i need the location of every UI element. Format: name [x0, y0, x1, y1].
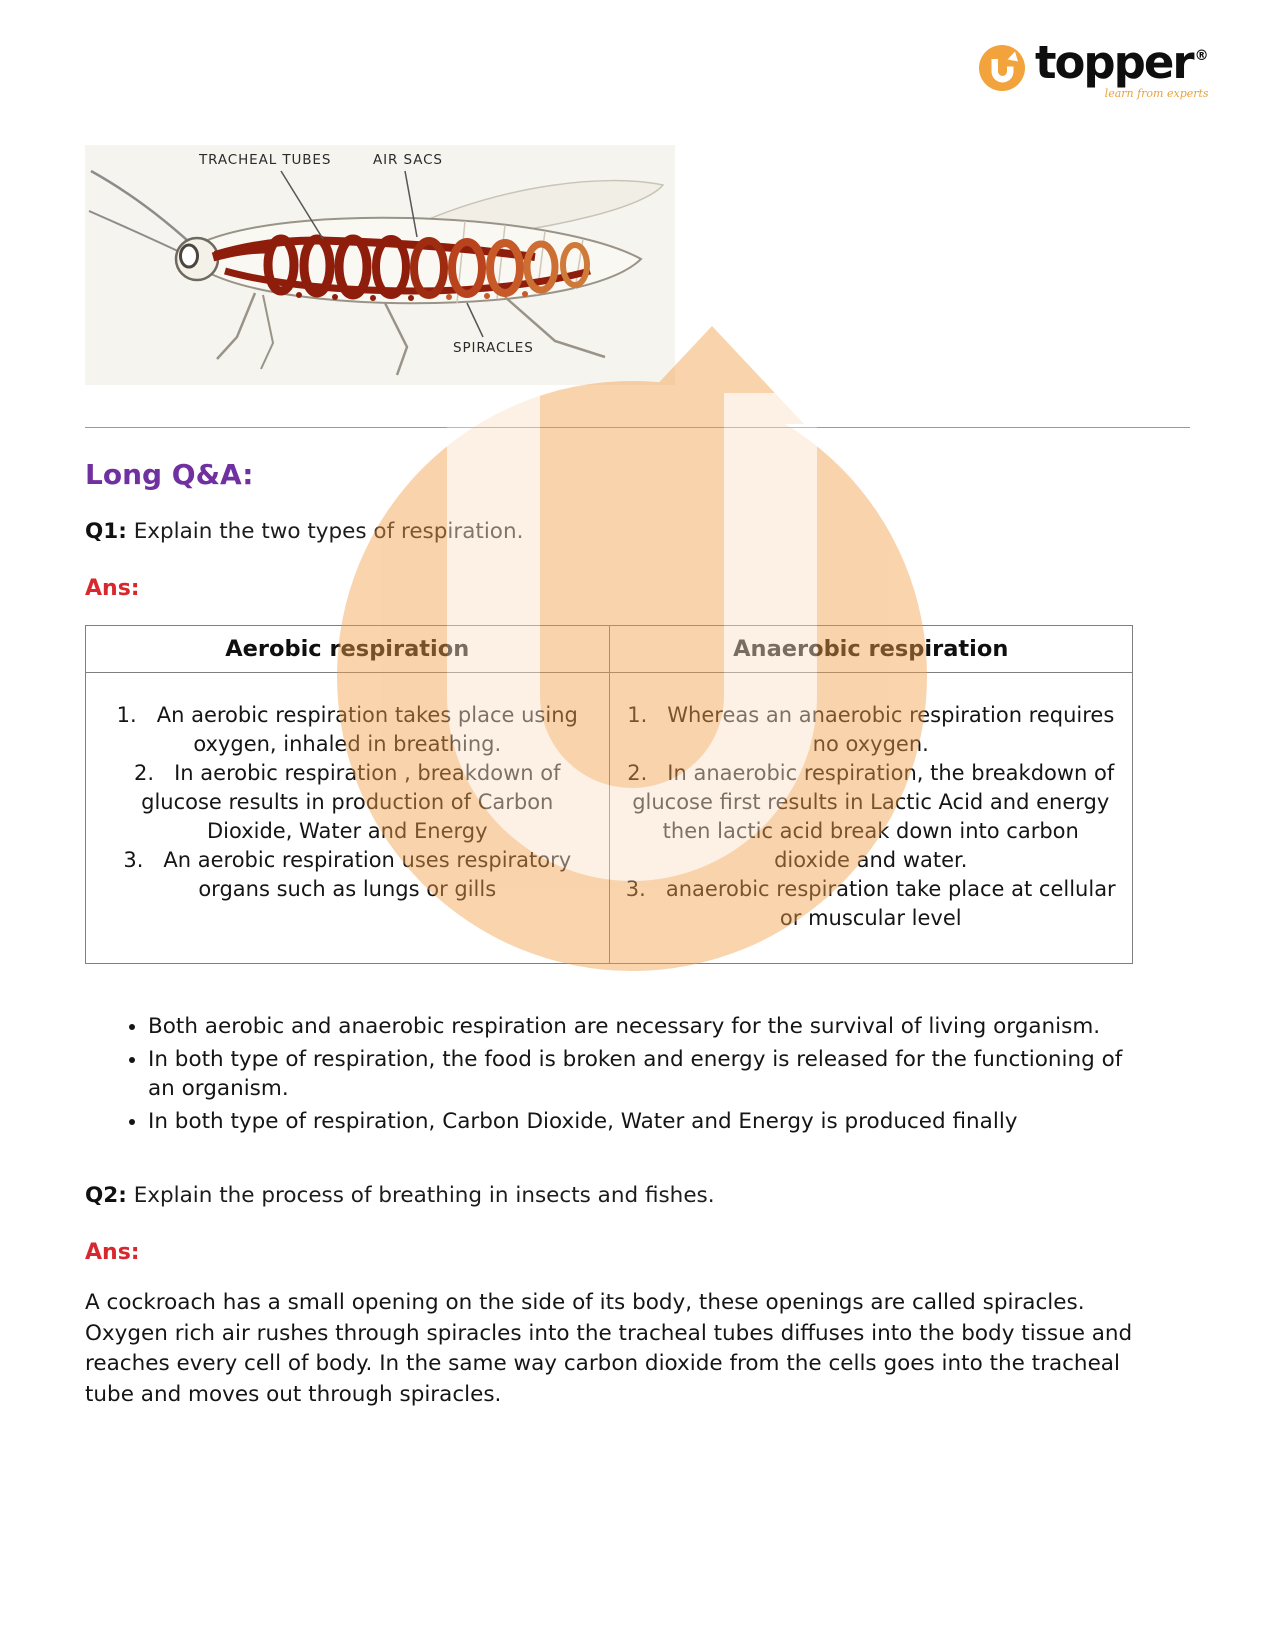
registered-mark: ®: [1194, 48, 1209, 64]
anaerobic-point: 3. anaerobic respiration take place at cellular or muscular level: [624, 875, 1119, 933]
answer-2-label: Ans:: [85, 1240, 140, 1265]
logo-wordmark: [1035, 36, 1209, 100]
anaerobic-point: 1. Whereas an anaerobic respiration requires no oxygen.: [624, 701, 1119, 759]
summary-bullet: • In both type of respiration, the food is broken and energy is released for the functioning of an organism.: [148, 1045, 1134, 1104]
aerobic-point: 3. An aerobic respiration uses respiratory organs such as lungs or gills: [100, 846, 595, 904]
answer-1-label: Ans:: [85, 576, 140, 601]
respiration-comparison-table: [85, 625, 1133, 964]
anaerobic-cell: [609, 673, 1133, 964]
summary-bullet: • In both type of respiration, Carbon Dioxide, Water and Energy is produced finally: [148, 1107, 1134, 1137]
label-spiracles: SPIRACLES: [453, 340, 534, 356]
summary-bullet-list: [122, 1012, 1134, 1139]
table-body-row: [86, 673, 1133, 964]
topper-logo-icon: [978, 44, 1026, 92]
aerobic-cell: [86, 673, 610, 964]
table-header-row: [86, 626, 1133, 673]
anaerobic-column-header: Anaerobic respiration: [609, 626, 1133, 673]
anaerobic-point: 2. In anaerobic respiration, the breakdown of glucose first results in Lactic Acid and energy then lactic acid break down into carbon dioxide and water.: [624, 759, 1119, 875]
logo-brand-text: topper: [1035, 36, 1193, 89]
aerobic-point: 1. An aerobic respiration takes place using oxygen, inhaled in breathing.: [100, 701, 595, 759]
aerobic-column-header: Aerobic respiration: [86, 626, 610, 673]
topper-logo: [978, 36, 1209, 100]
question-2-label: Q2:: [85, 1183, 127, 1208]
insect-respiration-diagram: [85, 145, 675, 385]
question-1-label: Q1:: [85, 519, 127, 544]
question-2: [85, 1183, 715, 1208]
question-1-text: Explain the two types of respiration.: [133, 519, 524, 544]
section-heading: Long Q&A:: [85, 458, 254, 491]
section-divider: [85, 427, 1190, 428]
insect-diagram-svg: [85, 145, 675, 385]
anaerobic-points-list: [624, 701, 1119, 933]
aerobic-point: 2. In aerobic respiration , breakdown of glucose results in production of Carbon Dioxide, Water and Energy: [100, 759, 595, 846]
aerobic-points-list: [100, 701, 595, 904]
logo-tagline: learn from experts: [1104, 87, 1209, 100]
insect-eye: [181, 245, 198, 267]
question-1: [85, 519, 523, 544]
label-tracheal-tubes: TRACHEAL TUBES: [199, 152, 332, 168]
label-air-sacs: AIR SACS: [373, 152, 443, 168]
summary-bullet: • Both aerobic and anaerobic respiration are necessary for the survival of living organism.: [148, 1012, 1134, 1042]
answer-2-paragraph: A cockroach has a small opening on the side of its body, these openings are called spiracles. Oxygen rich air rushes through spiracles into the tracheal tubes diffuses into the body tissue and reaches every cell of body. In the same way carbon dioxide from the cells goes into the tracheal tube and moves out through spiracles.: [85, 1290, 1133, 1407]
question-2-text: Explain the process of breathing in insects and fishes.: [133, 1183, 715, 1208]
